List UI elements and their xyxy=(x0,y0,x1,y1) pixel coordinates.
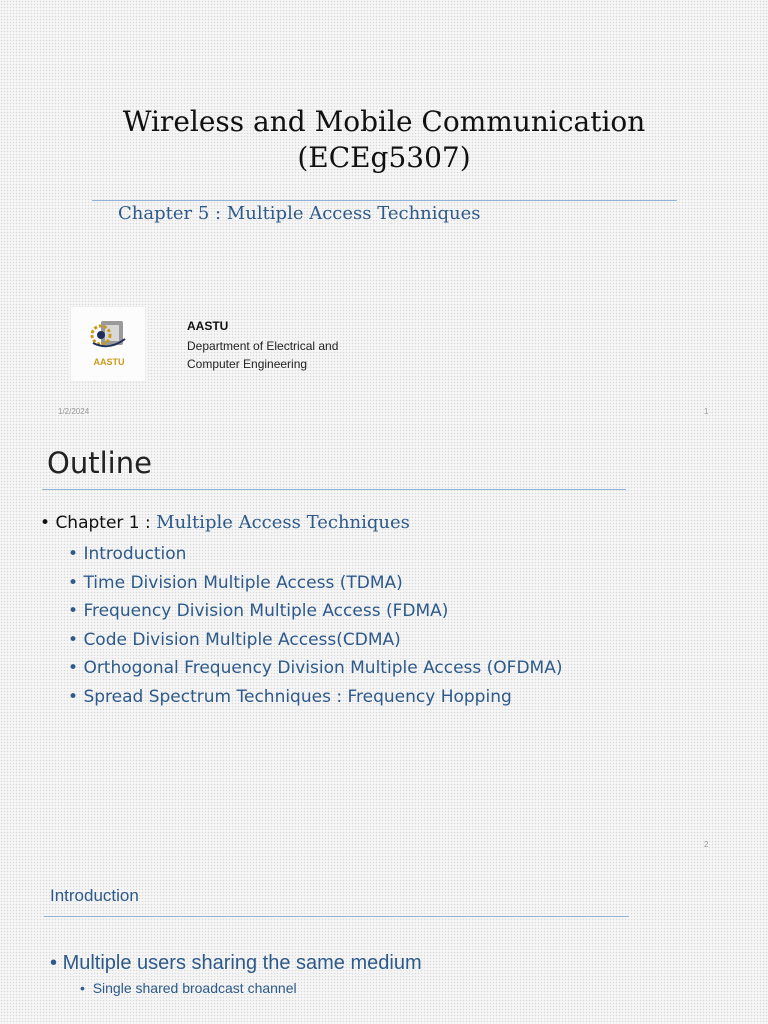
outline-slide xyxy=(0,430,768,860)
title-divider xyxy=(92,200,677,201)
title-line-2: (ECEg5307) xyxy=(297,141,471,174)
list-item: • Spread Spectrum Techniques : Frequency Hopping xyxy=(68,683,562,712)
outline-title: Outline xyxy=(47,446,152,480)
chapter-bullet xyxy=(40,512,410,533)
intro-bullet xyxy=(50,952,422,975)
list-item: • Time Division Multiple Access (TDMA) xyxy=(68,569,562,598)
title-slide xyxy=(0,0,768,430)
slide-number: 2 xyxy=(704,840,709,849)
intro-sub-bullet xyxy=(80,980,297,996)
chapter-title: Multiple Access Techniques xyxy=(156,512,410,533)
chapter-prefix: Chapter 1 : xyxy=(55,513,157,533)
list-item: • Code Division Multiple Access(CDMA) xyxy=(68,626,562,655)
outline-list xyxy=(68,540,562,711)
organization-name: AASTU xyxy=(187,319,229,333)
bullet-dot: • xyxy=(40,513,56,533)
department-name: Department of Electrical and Computer Engineering xyxy=(187,339,339,371)
aastu-logo xyxy=(70,306,146,382)
introduction-divider xyxy=(44,916,629,917)
bullet-dot: • xyxy=(80,980,93,996)
introduction-title: Introduction xyxy=(50,886,139,905)
gear-emblem-icon xyxy=(71,307,147,357)
introduction-slide xyxy=(0,860,768,1024)
list-item: • Frequency Division Multiple Access (FDMA) xyxy=(68,597,562,626)
logo-wordmark: AASTU xyxy=(93,357,125,367)
chapter-subtitle: Chapter 5 : Multiple Access Techniques xyxy=(118,203,481,224)
presentation-title xyxy=(0,104,768,176)
bullet-dot: • xyxy=(50,952,63,974)
intro-sub-bullet-text: Single shared broadcast channel xyxy=(92,980,297,996)
title-line-1: Wireless and Mobile Communication xyxy=(122,105,646,138)
outline-divider xyxy=(42,489,626,490)
intro-bullet-text: Multiple users sharing the same medium xyxy=(62,952,422,974)
slide-number: 1 xyxy=(704,407,709,416)
list-item: • Introduction xyxy=(68,540,562,569)
slide-date: 1/2/2024 xyxy=(58,407,90,416)
list-item: • Orthogonal Frequency Division Multiple Access (OFDMA) xyxy=(68,654,562,683)
